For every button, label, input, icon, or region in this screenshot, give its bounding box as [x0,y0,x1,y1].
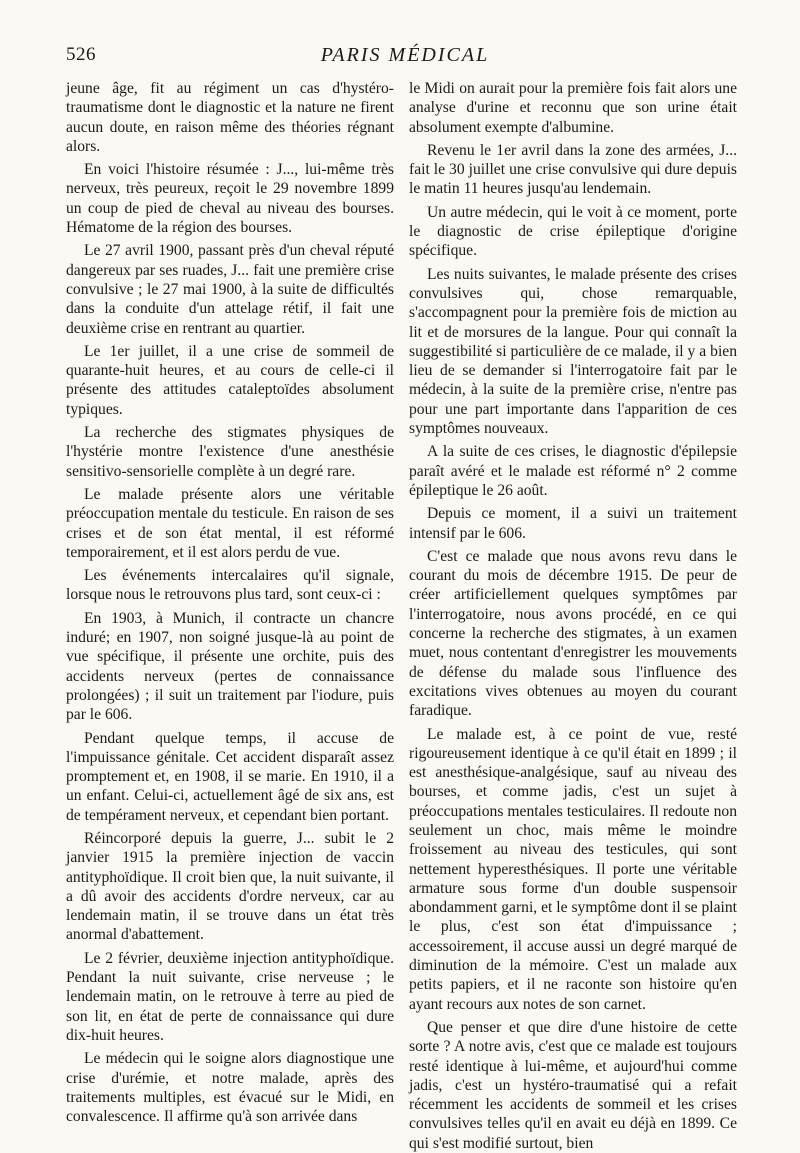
paragraph: En voici l'histoire résumée : J..., lui-même très nerveux, très peureux, reçoit le 29 novembre 1899 un coup de pied de cheval au niveau des bourses. Hématome de la région des bourses. [66,161,394,237]
paragraph: Revenu le 1er avril dans la zone des armées, J... fait le 30 juillet une crise convulsive qui dure depuis le matin 11 heures jusqu'au lendemain. [409,141,737,198]
paragraph: C'est ce malade que nous avons revu dans le courant du mois de décembre 1915. De peur de créer artificiellement quelques symptômes par l'interrogatoire, nous avons procédé, en ce qui concerne la recherche des stigmates, à un examen muet, nous contentant d'enregistrer les mouvements de défense du malade sous l'influence des excitations vives obtenues au moyen du courant faradique. [409,547,737,720]
page-header [66,44,744,70]
paragraph: Les événements intercalaires qu'il signale, lorsque nous le retrouvons plus tard, sont ceux-ci : [66,567,394,604]
paragraph: Réincorporé depuis la guerre, J... subit le 2 janvier 1915 la première injection de vaccin antityphoïdique. Il croit bien que, la nuit suivante, il a dû avoir des accidents d'ordre nerveux, car au lendemain matin, il se trouve dans un état très anormal d'abattement. [66,829,394,944]
running-title: PARIS MÉDICAL [320,44,490,66]
paragraph: La recherche des stigmates physiques de l'hystérie montre l'existence d'une anesthésie sensitivo-sensorielle complète à un degré rare. [66,424,394,480]
right-column [409,79,737,1153]
paragraph: Que penser et que dire d'une histoire de cette sorte ? A notre avis, c'est que ce malade est toujours resté identique à lui-même, et aujourd'hui comme jadis, c'est un hystéro-traumatisé qui a refait récemment les accidents de sommeil et les crises convulsives telles qu'il en avait eu déjà en 1899. Ce qui s'est modifié surtout, bien [409,1018,737,1152]
paragraph: A la suite de ces crises, le diagnostic d'épilepsie paraît avéré et le malade est réformé n° 2 comme épileptique le 26 août. [409,443,737,499]
paragraph: le Midi on aurait pour la première fois fait alors une analyse d'urine et reconnu que son urine était absolument exempte d'albumine. [409,80,737,136]
paragraph: Un autre médecin, qui le voit à ce moment, porte le diagnostic de crise épileptique d'origine spécifique. [409,203,737,260]
paragraph: Depuis ce moment, il a suivi un traitement intensif par le 606. [409,505,737,542]
page-number: 526 [66,44,96,65]
left-column [66,79,394,1126]
paragraph: Pendant quelque temps, il accuse de l'impuissance génitale. Cet accident disparaît assez promptement et, en 1908, il se marie. En 1910, il a un enfant. Celui-ci, actuellement âgé de six ans, est de tempérament nerveux, et cependant bien portant. [66,729,394,824]
paragraph: En 1903, à Munich, il contracte un chancre induré; en 1907, non soigné jusque-là au point de vue spécifique, il présente une orchite, puis des accidents nerveux (pertes de connaissance prolongées) ; il suit un traitement par l'iodure, puis par le 606. [66,609,394,724]
paragraph: Le malade est, à ce point de vue, resté rigoureusement identique à ce qu'il était en 1899 ; il est anesthésique-analgésique, sauf au niveau des bourses, et comme jadis, c'est un sujet à préoccupations mentales testiculaires. Il redoute non seulement un choc, mais même le moindre froissement au niveau des testicules, qui sont nettement hyperesthésiques. Il porte une véritable armature sous forme d'un double suspensoir abondamment garni, et le symptôme dont il se plaint le plus, c'est son état d'impuissance ; accessoirement, il accuse aussi un degré marqué de diminution de la mémoire. C'est un malade aux petits papiers, et il ne raconte son histoire qu'en ayant recours aux notes de son carnet. [409,725,737,1013]
paragraph: Les nuits suivantes, le malade présente des crises convulsives qui, chose remarquable, s'accompagnent pour la première fois de miction au lit et de morsures de la langue. Pour qui connaît la suggestibilité si particulière de ce malade, il y a bien lieu de se demander si l'interrogatoire fait par le médecin, à la suite de la première crise, n'entre pas pour une part importante dans l'apparition de ces symptômes nouveaux. [409,265,737,438]
paragraph: Le 2 février, deuxième injection antityphoïdique. Pendant la nuit suivante, crise nerveuse ; le lendemain matin, on le retrouve à terre au pied de son lit, en état de perte de connaissance qui dure dix-huit heures. [66,949,394,1044]
paragraph: Le malade présente alors une véritable préoccupation mentale du testicule. En raison de ses crises et de son état mental, il est réformé temporairement, et il est alors perdu de vue. [66,485,394,561]
paragraph: Le 1er juillet, il a une crise de sommeil de quarante-huit heures, et au cours de celle-ci il présente des attitudes cataleptoïdes absolument typiques. [66,342,394,418]
paragraph: Le 27 avril 1900, passant près d'un cheval réputé dangereux par ses ruades, J... fait une première crise convulsive ; le 27 mai 1900, à la suite de difficultés dans la conduite d'un attelage rétif, il fait une deuxième crise en rentrant au quartier. [66,242,394,337]
paragraph: jeune âge, fit au régiment un cas d'hystéro-traumatisme dont le diagnostic et la nature ne firent aucun doute, en raison même des théories régnant alors. [66,80,394,155]
paragraph: Le médecin qui le soigne alors diagnostique une crise d'urémie, et notre malade, après des traitements multiples, est évacué sur le Midi, en convalescence. Il affirme qu'à son arrivée dans [66,1050,394,1126]
